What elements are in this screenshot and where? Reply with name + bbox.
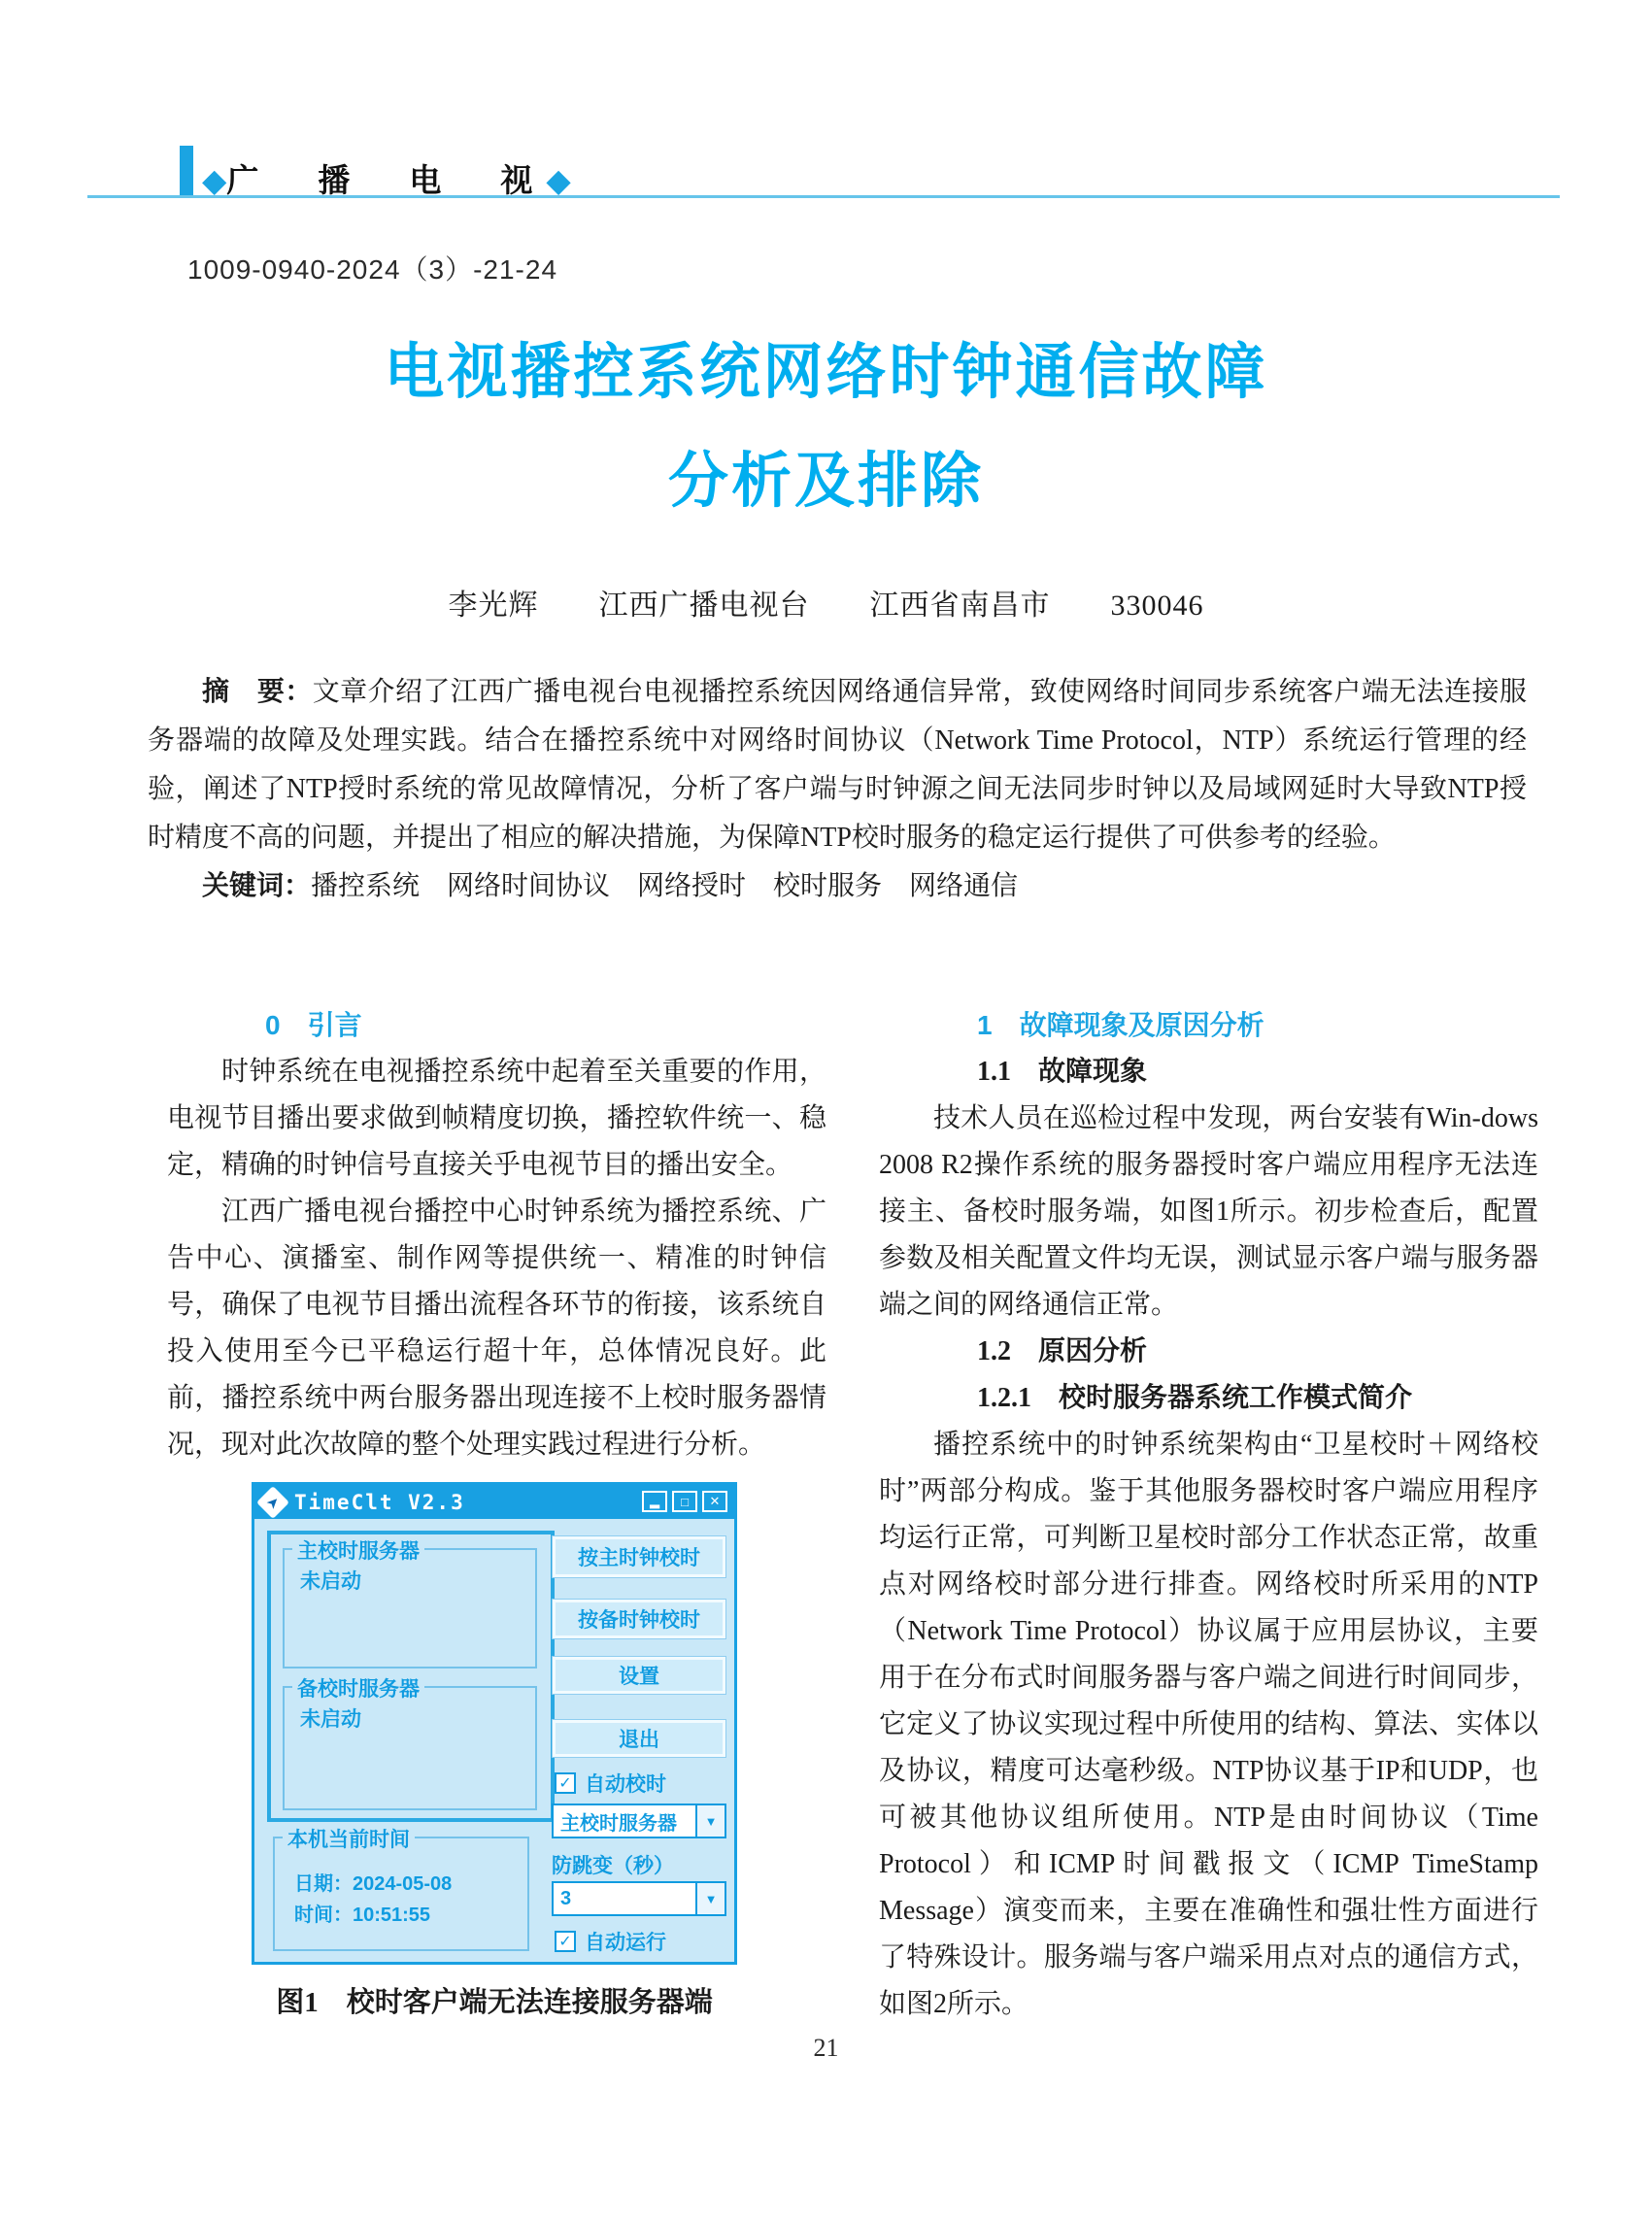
auto-sync-label: 自动校时 bbox=[585, 1773, 666, 1796]
minimize-icon[interactable]: ▂ bbox=[642, 1491, 667, 1512]
keywords-paragraph bbox=[148, 862, 1527, 911]
diamond-icon: ◆ bbox=[546, 162, 571, 198]
main-server-group bbox=[283, 1540, 537, 1669]
local-time-group bbox=[273, 1829, 529, 1951]
server-select-dropdown[interactable] bbox=[552, 1804, 726, 1838]
settings-button[interactable]: 设置 bbox=[552, 1656, 726, 1695]
section-1-1-paragraph: 技术人员在巡检过程中发现，两台安装有Win-dows 2008 R2操作系统的服务器授时客户端应用程序无法连接主、备校时服务端，如图1所示。初步检查后，配置参数及相关配置文件均无误，测试显示客户端与服务器端之间的网络通信正常。 bbox=[879, 1103, 1538, 1320]
title-line-1: 电视播控系统网络时钟通信故障 bbox=[384, 339, 1268, 406]
anti-jump-dropdown[interactable] bbox=[552, 1881, 726, 1916]
servers-panel bbox=[267, 1531, 555, 1822]
section-1-2-heading: 1.2 原因分析 bbox=[977, 1336, 1148, 1366]
section-1-heading: 1 故障现象及原因分析 bbox=[977, 1010, 1264, 1040]
window-titlebar[interactable] bbox=[254, 1485, 734, 1519]
title-line-2: 分析及排除 bbox=[667, 448, 984, 515]
app-icon: ➤ bbox=[256, 1486, 289, 1519]
page-title bbox=[0, 319, 1652, 536]
abstract-label: 摘 要： bbox=[202, 677, 313, 707]
sync-by-main-clock-button[interactable]: 按主时钟校时 bbox=[552, 1535, 726, 1578]
backup-server-group-label: 备校时服务器 bbox=[292, 1673, 424, 1702]
page-number: 21 bbox=[813, 2034, 839, 2062]
local-date-value: 日期：2024-05-08 bbox=[294, 1873, 453, 1895]
figure-1 bbox=[252, 1482, 737, 2020]
local-time-group-label: 本机当前时间 bbox=[283, 1824, 415, 1853]
auto-run-checkbox-row[interactable] bbox=[555, 1927, 666, 1956]
local-time-value: 时间：10:51:55 bbox=[294, 1905, 431, 1926]
abstract-paragraph bbox=[148, 668, 1527, 862]
section-0-heading: 0 引言 bbox=[265, 1010, 362, 1040]
abstract-text: 文章介绍了江西广播电视台电视播控系统因网络通信异常，致使网络时间同步系统客户端无法连接服务器端的故障及处理实践。结合在播控系统中对网络时间协议（Network Time Protocol，NTP）系统运行管理的经验，阐述了NTP授时系统的常见故障情况，分析了客户端与时钟源之间无法同步时钟以及局域网延时大导致NTP授时精度不高的问题，并提出了相应的解决措施，为保障NTP校时服务的稳定运行提供了可供参考的经验。 bbox=[148, 677, 1527, 853]
chevron-down-icon[interactable]: ▼ bbox=[695, 1883, 725, 1914]
backup-server-status: 未启动 bbox=[300, 1708, 361, 1731]
left-column bbox=[167, 1002, 826, 2028]
exit-button[interactable]: 退出 bbox=[552, 1719, 726, 1758]
figure-1-caption: 图1 校时客户端无法连接服务器端 bbox=[276, 1987, 713, 2018]
timeclt-window bbox=[252, 1482, 737, 1965]
main-server-group-label: 主校时服务器 bbox=[292, 1535, 424, 1565]
right-column bbox=[879, 1002, 1538, 2028]
main-server-status: 未启动 bbox=[300, 1570, 361, 1593]
diamond-icon: ◆ bbox=[202, 162, 227, 198]
section-1-2-1-paragraph: 播控系统中的时钟系统架构由“卫星校时＋网络校时”两部分构成。鉴于其他服务器校时客户端应用程序均运行正常，可判断卫星校时部分工作状态正常，故重点对网络校时部分进行排查。网络校时所采用的NTP（Network Time Protocol）协议属于应用层协议，主要用于在分布式时间服务器与客户端之间进行时间同步，它定义了协议实现过程中所使用的结构、算法、实体以及协议，精度可达毫秒级。NTP协议基于IP和UDP，也可被其他协议组所使用。NTP是由时间协议（Time Protocol）和ICMP时间戳报文（ICMP TimeStamp Message）演变而来，主要在准确性和强壮性方面进行了特殊设计。服务端与客户端采用点对点的通信方式，如图2所示。 bbox=[879, 1430, 1538, 2019]
keywords-text: 播控系统 网络时间协议 网络授时 校时服务 网络通信 bbox=[311, 871, 1019, 901]
server-select-value: 主校时服务器 bbox=[560, 1812, 677, 1835]
anti-jump-label: 防跳变（秒） bbox=[552, 1855, 674, 1877]
keywords-label: 关键词： bbox=[202, 871, 312, 901]
window-controls bbox=[642, 1491, 727, 1512]
journal-name: 广 播 电 视 bbox=[226, 162, 547, 198]
section-0-paragraph-1: 时钟系统在电视播控系统中起着至关重要的作用，电视节目播出要求做到帧精度切换，播控软件统一、稳定，精确的时钟信号直接关乎电视节目的播出安全。 bbox=[167, 1057, 826, 1180]
abstract-block bbox=[148, 668, 1527, 911]
close-icon[interactable]: ✕ bbox=[702, 1491, 727, 1512]
header-rule bbox=[87, 195, 1560, 198]
section-1-2-1-heading: 1.2.1 校时服务器系统工作模式简介 bbox=[977, 1383, 1413, 1413]
header-accent-bar bbox=[180, 146, 193, 197]
body-columns bbox=[167, 1002, 1538, 2028]
maximize-icon[interactable]: □ bbox=[672, 1491, 697, 1512]
window-title: TimeClt V2.3 bbox=[294, 1490, 465, 1514]
checkbox-check-icon[interactable]: ✓ bbox=[555, 1931, 576, 1952]
checkbox-check-icon[interactable]: ✓ bbox=[555, 1772, 576, 1794]
section-1-1-heading: 1.1 故障现象 bbox=[977, 1057, 1148, 1087]
article-number: 1009-0940-2024（3）-21-24 bbox=[187, 254, 558, 285]
journal-section-header bbox=[202, 155, 571, 201]
sync-by-backup-clock-button[interactable]: 按备时钟校时 bbox=[552, 1599, 726, 1639]
anti-jump-value: 3 bbox=[560, 1887, 572, 1909]
chevron-down-icon[interactable]: ▼ bbox=[695, 1805, 725, 1837]
backup-server-group bbox=[283, 1678, 537, 1810]
section-0-paragraph-2: 江西广播电视台播控中心时钟系统为播控系统、广告中心、演播室、制作网等提供统一、精准的时钟信号，确保了电视节目播出流程各环节的衔接，该系统自投入使用至今已平稳运行超十年，总体情况良好。此前，播控系统中两台服务器出现连接不上校时服务器情况，现对此次故障的整个处理实践过程进行分析。 bbox=[167, 1197, 826, 1460]
auto-sync-checkbox-row[interactable] bbox=[555, 1769, 666, 1798]
author-line: 李光辉 江西广播电视台 江西省南昌市 330046 bbox=[448, 590, 1204, 622]
auto-run-label: 自动运行 bbox=[585, 1932, 666, 1954]
